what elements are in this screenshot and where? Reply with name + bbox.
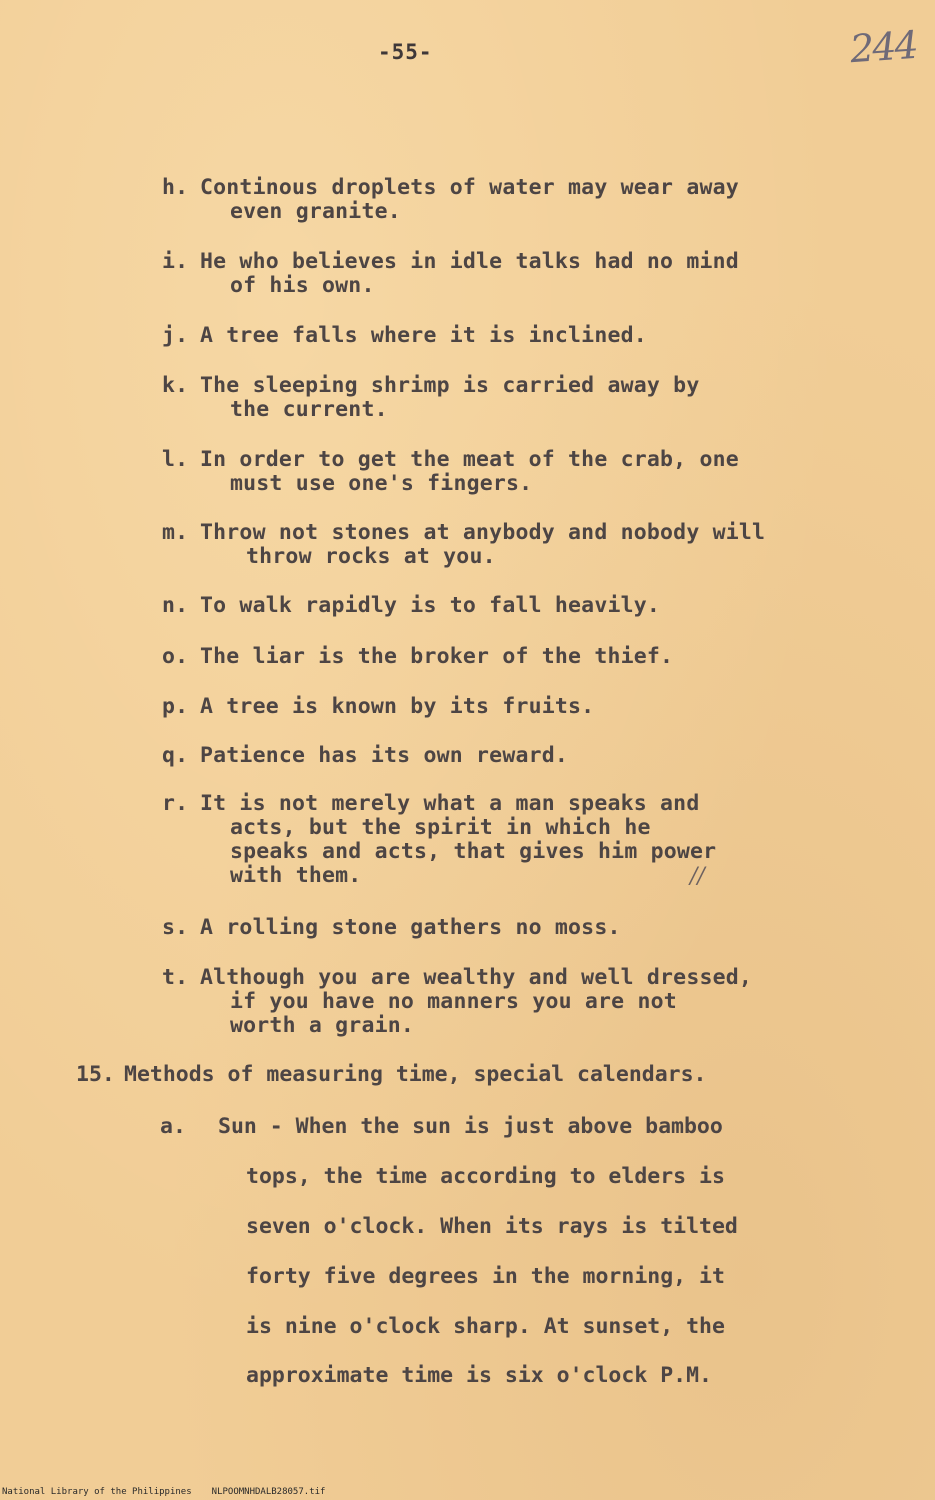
archive-footer [2,1487,345,1497]
paragraph-line: approximate time is six o'clock P.M. [246,1363,712,1388]
list-item-k [162,374,862,422]
section-number: 15. [76,1062,115,1087]
list-item-s [162,916,862,940]
footer-library: National Library of the Philippines [2,1487,192,1497]
item-letter: s. [162,915,189,940]
item-text-line: The sleeping shrimp is carried away by [200,373,700,398]
item-text-line: Continous droplets of water may wear away [200,175,739,200]
list-item-q [162,744,862,768]
item-text-line: A rolling stone gathers no moss. [200,915,621,940]
item-letter: n. [162,593,189,618]
item-text-line: It is not merely what a man speaks and [200,791,700,816]
paragraph-line: tops, the time according to elders is [246,1164,725,1189]
item-text-line: To walk rapidly is to fall heavily. [200,593,661,618]
item-text-line: acts, but the spirit in which he [230,815,651,840]
item-letter: o. [162,644,189,669]
item-text-line: throw rocks at you. [246,544,496,569]
paragraph-letter: a. [160,1114,186,1139]
item-letter: p. [162,694,189,719]
item-letter: k. [162,373,189,398]
item-letter: i. [162,249,189,274]
list-item-p [162,695,862,719]
item-text-line: The liar is the broker of the thief. [200,644,674,669]
paragraph-line: seven o'clock. When its rays is tilted [246,1214,738,1239]
item-letter: r. [162,791,189,816]
item-letter: m. [162,520,189,545]
paragraph-line: forty five degrees in the morning, it [246,1264,725,1289]
footer-filename: NLPOOMNHDALB28057.tif [211,1487,326,1497]
paragraph-line: is nine o'clock sharp. At sunset, the [246,1314,725,1339]
item-text-line: Throw not stones at anybody and nobody will [200,520,766,545]
paragraph-line: Sun - When the sun is just above bamboo [218,1114,723,1139]
page-number: -55- [378,40,433,64]
item-letter: j. [162,323,189,348]
item-text-line: He who believes in idle talks had no mind [200,249,739,274]
item-text-line: must use one's fingers. [230,471,533,496]
list-item-o [162,645,862,669]
item-text-line: of his own. [230,273,375,298]
item-letter: q. [162,743,189,768]
list-item-r [162,792,862,888]
item-text-line: worth a grain. [230,1013,415,1038]
item-text-line: the current. [230,397,388,422]
pencil-mark: // [690,864,705,889]
item-letter: l. [162,447,189,472]
item-text-line: Patience has its own reward. [200,743,569,768]
list-item-j [162,324,862,348]
item-letter: t. [162,965,189,990]
item-text-line: with them. [230,863,362,888]
list-item-i [162,250,862,298]
paragraph-first-line [160,1114,723,1139]
item-text-line: A tree is known by its fruits. [200,694,595,719]
section-title: Methods of measuring time, special calendars. [124,1062,707,1087]
item-text-line: if you have no manners you are not [230,989,677,1014]
item-text-line: A tree falls where it is inclined. [200,323,647,348]
item-letter: h. [162,175,189,200]
handwritten-folio-number: 244 [848,22,918,72]
list-item-t [162,966,862,1038]
item-text-line: even granite. [230,199,401,224]
item-text-line: Although you are wealthy and well dressed, [200,965,753,990]
list-item-n [162,594,862,618]
list-item-m [162,521,862,569]
list-item-l [162,448,862,496]
section-heading [76,1062,706,1087]
item-text-line: In order to get the meat of the crab, one [200,447,739,472]
list-item-h [162,176,862,224]
item-text-line: speaks and acts, that gives him power [230,839,717,864]
